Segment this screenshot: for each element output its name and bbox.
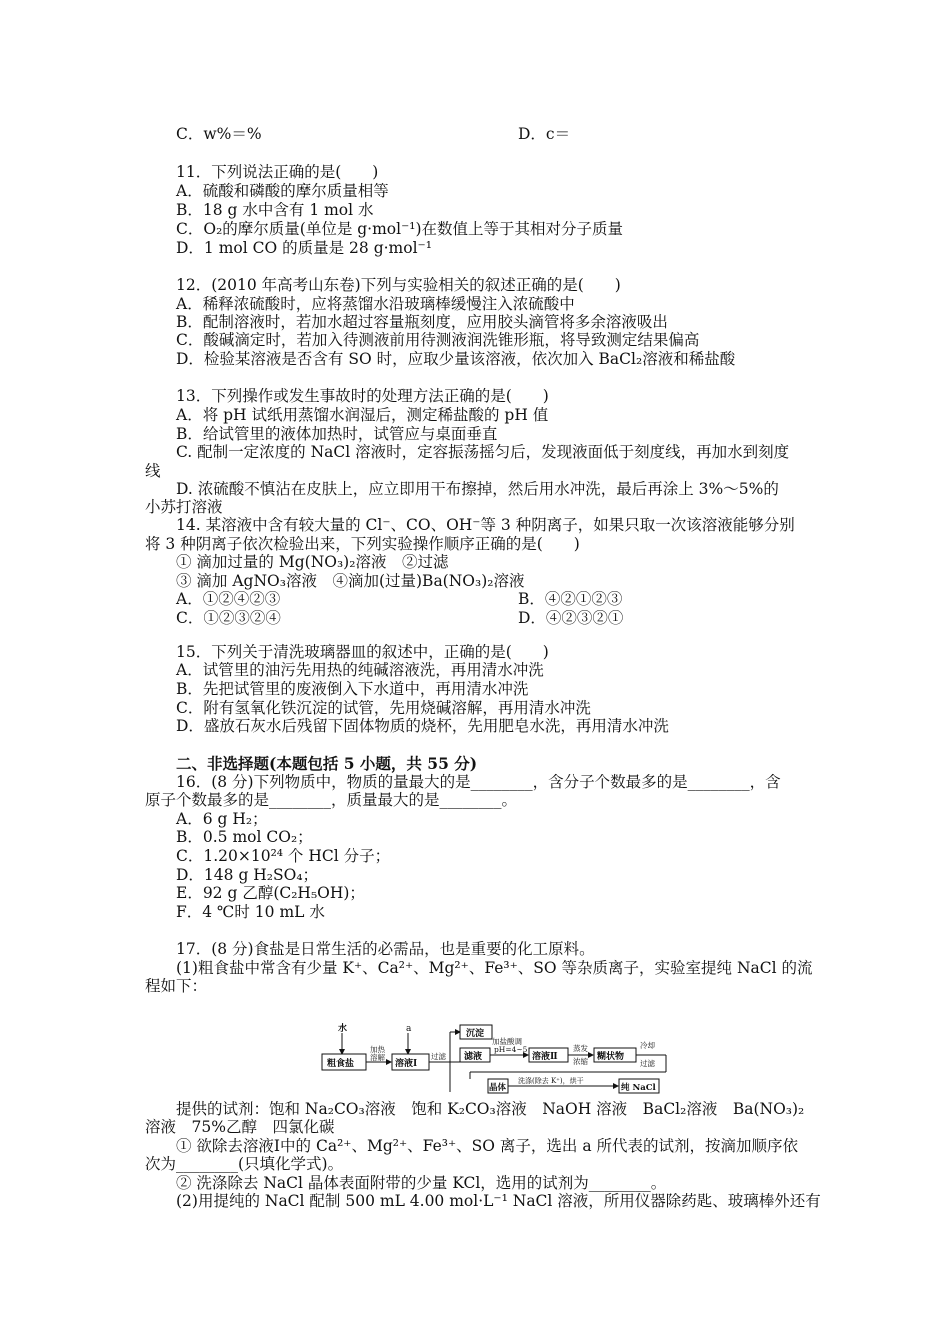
flow-pure-nacl: 纯 NaCl [621, 1083, 656, 1093]
q14-stem: 14. 某溶液中含有较大量的 Cl⁻、CO、OH⁻等 3 种阴离子，如果只取一次该溶液能够分别 [176, 516, 795, 534]
q17-sub-2: ② 洗涤除去 NaCl 晶体表面附带的少量 KCl，选用的试剂为________。 [176, 1174, 667, 1192]
q16-item-d: D．148 g H₂SO₄； [176, 866, 319, 884]
flow-wash: 洗涤(除去 K⁺)，烘干 [518, 1077, 584, 1085]
flow-reagent-a: a [406, 1024, 412, 1034]
flow-filtrate: 滤液 [464, 1052, 483, 1062]
flow-water: 水 [338, 1024, 348, 1034]
flow-evaporate: 蒸发 [573, 1044, 588, 1053]
q17-stem: 17．(8 分)食盐是日常生活的必需品，也是重要的化工原料。 [176, 940, 595, 958]
q14-option-a: A．①②④②③ [176, 590, 281, 608]
q16-item-c: C．1.20×10²⁴ 个 HCl 分子； [176, 847, 391, 865]
flow-ph: pH=4~5 [494, 1045, 528, 1054]
q17-part1-cont: 程如下： [145, 977, 208, 995]
q12-option-b: B．配制溶液时，若加水超过容量瓶刻度，应用胶头滴管将多余溶液吸出 [176, 313, 668, 331]
flow-filter: 过滤 [431, 1052, 446, 1061]
q10-option-c: C．w%＝% [176, 125, 262, 143]
q16-stem-cont: 原子个数最多的是________，质量最大的是________。 [145, 791, 518, 809]
q15-stem: 15．下列关于清洗玻璃器皿的叙述中，正确的是( ) [176, 643, 549, 661]
q14-ops-2: ③ 滴加 AgNO₃溶液 ④滴加(过量)Ba(NO₃)₂溶液 [176, 572, 525, 590]
q16-item-f: F．4 ℃时 10 mL 水 [176, 903, 325, 921]
q13-option-a: A．将 pH 试纸用蒸馏水润湿后，测定稀盐酸的 pH 值 [176, 406, 549, 424]
q16-item-e: E．92 g 乙醇(C₂H₅OH)； [176, 884, 365, 902]
q14-ops-1: ① 滴加过量的 Mg(NO₃)₂溶液 ②过滤 [176, 553, 449, 571]
q14-option-b: B．④②①②③ [518, 590, 623, 608]
flow-heat: 加热 [370, 1045, 385, 1054]
flow-precipitate: 沉淀 [466, 1029, 485, 1039]
q13-stem: 13．下列操作或发生事故时的处理方法正确的是( ) [176, 387, 549, 405]
q17-sub-1-cont: 次为________(只填化学式)。 [145, 1155, 344, 1173]
q15-option-a: A．试管里的油污先用热的纯碱溶液洗，再用清水冲洗 [176, 661, 544, 679]
q17-part2: (2)用提纯的 NaCl 配制 500 mL 4.00 mol·L⁻¹ NaCl 溶液，所用仪器除药匙、玻璃棒外还有 [176, 1192, 821, 1210]
q11-option-a: A．硫酸和磷酸的摩尔质量相等 [176, 182, 389, 200]
section-heading: 二、非选择题(本题包括 5 小题，共 55 分) [176, 754, 478, 773]
flow-crystal: 晶体 [489, 1083, 507, 1093]
q13-option-b: B．给试管里的液体加热时，试管应与桌面垂直 [176, 425, 498, 443]
q11-option-b: B．18 g 水中含有 1 mol 水 [176, 201, 374, 219]
q17-reagents-cont: 溶液 75%乙醇 四氯化碳 [145, 1118, 335, 1136]
q16-stem: 16．(8 分)下列物质中，物质的量最大的是________，含分子个数最多的是________，含 [176, 773, 781, 791]
q13-option-c-cont: 线 [145, 462, 161, 480]
flow-filter-2: 过滤 [640, 1059, 655, 1068]
q15-option-c: C．附有氢氧化铁沉淀的试管，先用烧碱溶解，再用清水冲洗 [176, 699, 591, 717]
q11-option-d: D．1 mol CO 的质量是 28 g·mol⁻¹ [176, 239, 432, 257]
q12-option-c: C．酸碱滴定时，若加入待测液前用待测液润洗锥形瓶，将导致测定结果偏高 [176, 331, 700, 349]
q14-option-d: D．④②③②① [518, 609, 624, 627]
flow-concentrate: 浓缩 [573, 1057, 588, 1066]
q11-option-c: C．O₂的摩尔质量(单位是 g·mol⁻¹)在数值上等于其相对分子质量 [176, 220, 624, 238]
q14-option-c: C．①②③②④ [176, 609, 281, 627]
q17-reagents: 提供的试剂：饱和 Na₂CO₃溶液 饱和 K₂CO₃溶液 NaOH 溶液 BaCl₂溶液 Ba(NO₃)₂ [176, 1100, 805, 1118]
flow-dissolve: 溶解 [370, 1053, 385, 1062]
flow-paste: 糊状物 [597, 1052, 625, 1062]
flow-add-acid: 加盐酸调 [492, 1037, 522, 1046]
q14-stem-cont: 将 3 种阴离子依次检验出来，下列实验操作顺序正确的是( ) [145, 535, 580, 553]
q10-option-d: D．c＝ [518, 125, 571, 143]
flow-solution-1: 溶液Ⅰ [395, 1059, 418, 1069]
flow-solution-2: 溶液Ⅱ [532, 1052, 558, 1062]
q13-option-d: D. 浓硫酸不慎沾在皮肤上，应立即用干布擦掉，然后用水冲洗，最后再涂上 3%～5%的 [176, 480, 779, 498]
q12-stem: 12．(2010 年高考山东卷)下列与实验相关的叙述正确的是( ) [176, 276, 621, 294]
q12-option-a: A．稀释浓硫酸时，应将蒸馏水沿玻璃棒缓慢注入浓硫酸中 [176, 295, 575, 313]
process-flow-diagram [318, 1022, 670, 1100]
q16-item-b: B．0.5 mol CO₂； [176, 828, 313, 846]
q15-option-b: B．先把试管里的废液倒入下水道中，再用清水冲洗 [176, 680, 529, 698]
q16-item-a: A．6 g H₂； [176, 810, 268, 828]
q11-stem: 11．下列说法正确的是( ) [176, 163, 379, 181]
flow-crude-salt: 粗食盐 [327, 1059, 355, 1069]
flow-cool: 冷却 [640, 1041, 655, 1050]
q17-part1: (1)粗食盐中常含有少量 K⁺、Ca²⁺、Mg²⁺、Fe³⁺、SO 等杂质离子，实验室提纯 NaCl 的流 [176, 959, 813, 977]
q13-option-c: C. 配制一定浓度的 NaCl 溶液时，定容振荡摇匀后，发现液面低于刻度线，再加水到刻度 [176, 443, 790, 461]
q12-option-d: D．检验某溶液是否含有 SO 时，应取少量该溶液，依次加入 BaCl₂溶液和稀盐酸 [176, 350, 736, 368]
q17-sub-1: ① 欲除去溶液Ⅰ中的 Ca²⁺、Mg²⁺、Fe³⁺、SO 离子，选出 a 所代表的试剂，按滴加顺序依 [176, 1137, 798, 1155]
q15-option-d: D．盛放石灰水后残留下固体物质的烧杯，先用肥皂水洗，再用清水冲洗 [176, 717, 669, 735]
q13-option-d-cont: 小苏打溶液 [145, 498, 223, 516]
